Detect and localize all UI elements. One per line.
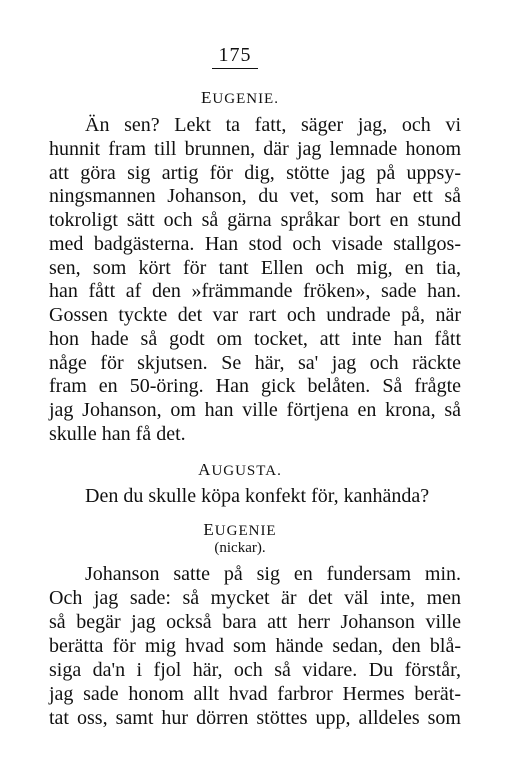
text-line: Gossen tyckte det var rart och undrade på, när bbox=[49, 304, 461, 326]
text-line: att göra sig artig för dig, stötte jag på uppsy- bbox=[49, 162, 461, 184]
page-number-text: 175 bbox=[218, 44, 252, 66]
text-line: jag sade honom allt hvad farbror Hermes berät- bbox=[49, 683, 461, 705]
text-line: tat oss, samt hur dörren stöttes upp, alldeles som bbox=[49, 707, 461, 729]
stage-direction: (nickar). bbox=[214, 540, 266, 556]
speaker-name: EUGENIE bbox=[203, 520, 277, 539]
page-number bbox=[0, 44, 470, 69]
text-line: så begär jag också bara att herr Johanson ville bbox=[49, 611, 461, 633]
text-line: Johanson satte på sig en fundersam min. bbox=[85, 563, 461, 585]
text-line: Än sen? Lekt ta fatt, säger jag, och vi bbox=[85, 114, 461, 136]
text-line: Den du skulle köpa konfekt för, kanhända? bbox=[85, 485, 430, 507]
text-line: hunnit fram till brunnen, där jag lemnade honom bbox=[49, 138, 461, 160]
page-number-rule bbox=[212, 68, 258, 69]
speaker-name: AUGUSTA. bbox=[198, 460, 282, 479]
text-line: tokroligt sätt och så gärna språkar bort en stund bbox=[49, 209, 461, 231]
text-line: berätta för mig hvad som hände sedan, den blå- bbox=[49, 635, 461, 657]
text-line: någe för skjutsen. Se här, sa' jag och räckte bbox=[49, 352, 461, 374]
text-line: hon hade så godt om tocket, att inte han fått bbox=[49, 328, 461, 350]
text-line: sen, som kört för tant Ellen och mig, en tia, bbox=[49, 257, 461, 279]
speaker-name: EUGENIE. bbox=[201, 88, 279, 107]
text-line: han fått af den »främmande fröken», sade han. bbox=[49, 280, 461, 302]
text-line: ningsmannen Johanson, du vet, som har ett så bbox=[49, 185, 461, 207]
text-line: siga da'n i fjol här, och så vidare. Du förstår, bbox=[49, 659, 461, 681]
text-line: Och jag sade: så mycket är det väl inte, men bbox=[49, 587, 461, 609]
text-line: skulle han få det. bbox=[49, 423, 186, 445]
text-line: jag Johanson, om han ville förtjena en krona, så bbox=[49, 399, 461, 421]
text-line: fram en 50-öring. Han gick belåten. Så frågte bbox=[49, 375, 461, 397]
text-line: med badgästerna. Han stod och visade stallgos- bbox=[49, 233, 461, 255]
